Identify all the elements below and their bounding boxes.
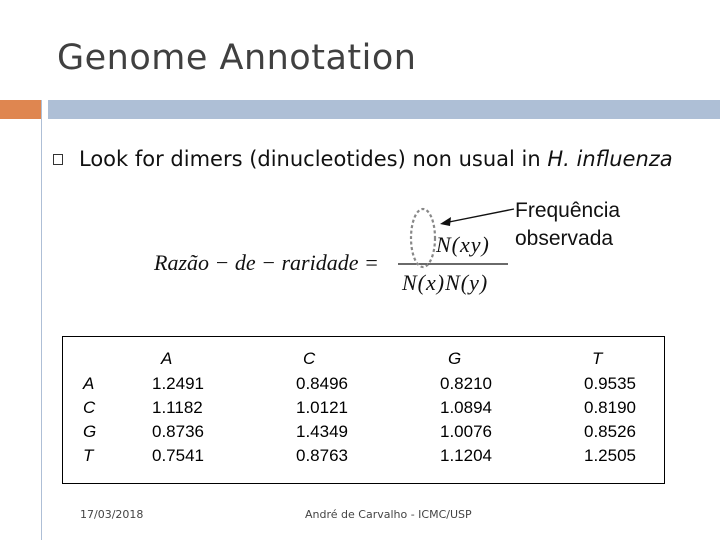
table-cell: 1.2505 bbox=[584, 446, 636, 465]
annotation-line-2: observada bbox=[515, 227, 614, 250]
table-cell: 0.8210 bbox=[440, 374, 492, 393]
table-cell: 0.7541 bbox=[152, 446, 204, 465]
header-divider-bar bbox=[48, 100, 720, 119]
annotation-arrow-line bbox=[444, 209, 514, 223]
highlight-ellipse bbox=[411, 209, 435, 267]
footer-author: André de Carvalho - ICMC/USP bbox=[305, 508, 472, 521]
bullet-square-icon bbox=[53, 154, 63, 165]
table-cell: 0.8736 bbox=[152, 422, 204, 441]
table-cell: 0.8190 bbox=[584, 398, 636, 417]
col-header-c: C bbox=[303, 349, 316, 368]
organism-name: H. influenza bbox=[547, 147, 673, 171]
rarity-ratio-formula bbox=[140, 190, 720, 310]
left-divider-line bbox=[41, 100, 42, 540]
row-label-a: A bbox=[83, 374, 95, 393]
table-cell: 0.8526 bbox=[584, 422, 636, 441]
table-cell: 1.1204 bbox=[440, 446, 492, 465]
table-cell: 1.4349 bbox=[296, 422, 348, 441]
table-cell: 1.0121 bbox=[296, 398, 348, 417]
table-cell: 1.0076 bbox=[440, 422, 492, 441]
annotation-line-1: Frequência bbox=[515, 199, 621, 222]
bullet-text-main: Look for dimers (dinucleotides) non usual in bbox=[79, 147, 541, 171]
table-cell: 0.8763 bbox=[296, 446, 348, 465]
table-cell: 0.8496 bbox=[296, 374, 348, 393]
formula-denominator: N(x)N(y) bbox=[402, 270, 489, 295]
row-label-c: C bbox=[83, 398, 96, 417]
formula-lhs: Razão − de − raridade = bbox=[154, 250, 379, 275]
table-cell: 1.1182 bbox=[152, 398, 203, 417]
row-label-t: T bbox=[83, 446, 94, 465]
annotation-arrowhead bbox=[440, 217, 451, 226]
col-header-t: T bbox=[592, 349, 603, 368]
row-label-g: G bbox=[83, 422, 97, 441]
col-header-a: A bbox=[161, 349, 173, 368]
rarity-ratio-table bbox=[62, 336, 665, 484]
footer-date: 17/03/2018 bbox=[80, 508, 144, 521]
header-accent-bar bbox=[0, 100, 41, 119]
annotation-label bbox=[515, 197, 620, 253]
bullet-text bbox=[79, 147, 673, 171]
col-header-g: G bbox=[448, 349, 462, 368]
table-cell: 0.9535 bbox=[584, 374, 636, 393]
slide-title: Genome Annotation bbox=[57, 38, 417, 78]
formula-numerator: N(xy) bbox=[436, 232, 490, 257]
table-cell: 1.0894 bbox=[440, 398, 492, 417]
table-cell: 1.2491 bbox=[152, 374, 204, 393]
